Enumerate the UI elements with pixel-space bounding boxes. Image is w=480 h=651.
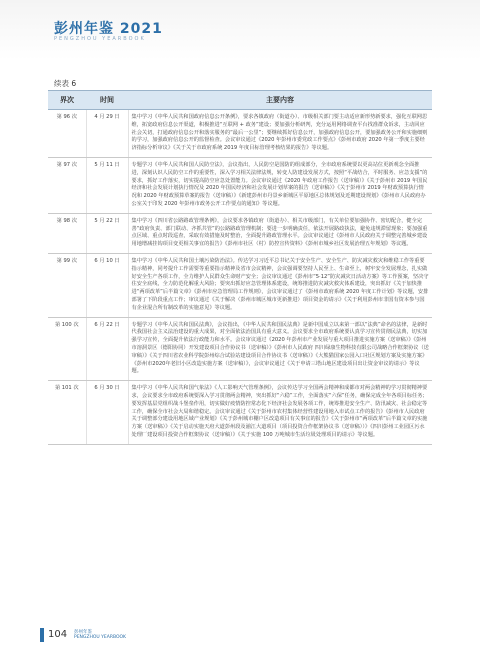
date-cell: 6 月 30 日 <box>86 381 128 445</box>
content-cell: 集中学习《中华人民共和国政府信息公开条例》，要求各镇政府（街道办）、市级相关部门要主动适应新形势新要求，强化互联网思维，拓宽政府信息公开渠道，积极推进“互联网 + 政务”建设；要加强分析研判，充分运用网络调查平台找准群众诉求，主动回应社会关切，打通政府信息公开和落实服务的“最后一公里”；要继续抓好信息公开，加强政府信息公开，要加强政务公开和实施细则的学习，加强政府信息公开的监督检查。会议审议通过《2020 年彭州市委党政工作要点》《彭州市政府 2020 年第一季度主要经济指标分析审议》《关于关于市政府系统 2019 年度目标管理考核结果的报告》等议题。 <box>128 110 432 158</box>
table-header-row <box>48 91 432 110</box>
footer-brand-cn: 彭州年鉴 <box>74 630 92 635</box>
date-cell: 6 月 10 日 <box>86 253 128 317</box>
session-cell: 第 96 次 <box>48 110 86 158</box>
table-caption: 续表 6 <box>54 79 77 88</box>
content-cell: 专题学习《中华人民共和国人民防空法》，会议指出，人民防空是国防的组成部分，全市政府系统要以更高站位更新观念全面推进，深刻认识人民防空工作的重要性，深入学习相关法律法规，转变人防建设发展方式，按照“平战结合，平时服务、应急支援”的要求，抓好工作落实，切实提高防空应急处置能力。会议审议通过《2020 年政府工作报告（送审稿）》《关于彭州市 2019 年国民经济和社会发展计划执行情况及 2020 年国民经济和社会发展计划草案的报告（送审稿）》《关于彭州市 2019 年财政预算执行情况和 2020 年财政预算草案的报告（送审稿）》《新建彭州市丹景乡新城区平原地区总体规划及近期建设规划》《彭州市人民政府办公室关于印发 2020 年彭州市政务公开工作要点的通知》等议题。 <box>128 157 432 213</box>
table-row <box>48 110 432 158</box>
table-row <box>48 317 432 381</box>
table-row <box>48 381 432 445</box>
session-cell: 第 99 次 <box>48 253 86 317</box>
table-row <box>48 213 432 253</box>
column-header-date: 时间 <box>86 91 128 110</box>
page-footer <box>40 628 460 642</box>
date-cell: 6 月 22 日 <box>86 317 128 381</box>
session-cell: 第 101 次 <box>48 381 86 445</box>
session-cell: 第 98 次 <box>48 213 86 253</box>
date-cell: 5 月 11 日 <box>86 157 128 213</box>
content-cell: 集中学习《中华人民共和国气象法》《人工影响天气管理条例》，会议传达学习全国两会精神和成都市对两会精神的学习贯彻精神要求，会议要求全市政府系统要深入学习贯彻两会精神，突出抓好“六稳”工作，全面落实“六保”任务，确保完成全年各项目标任务；要发挥基层党组织战斗堡垒作用，切实做好疫情防控常态化下经济社会发展各项工作，统筹推进安全生产、防汛减灾、社会稳定等工作，确保全市社会大局和谐稳定。会议审议通过《关于彭州市农村集体经营性建设用地入市试点工作的报告》《彭州市人民政府关于调整部分建设用地区域产业规划》《关于彭州城市棚户区改造项目有关事宜的报告》《关于彭州市“两项改革”后半篇文章的实施方案（送审稿）》《关于启动实施天府大道彭州段及湔江大道项目（项目投资合作框架协议书（送审稿））》《四川彭州工业园区污水处理厂建设项目投资合作框架协议（送审稿）》《关于实施 100 万吨城市生活垃圾处理项目的请示》等议题。 <box>128 381 432 445</box>
book-subtitle: PENGZHOU YEARBOOK <box>54 36 146 42</box>
content-cell: 专题学习《中华人民共和国民法典》，会议指出，《中华人民共和国民法典》是新中国成立以来第一部以“法典”命名的法律，是新时代我国社会主义法治建设的重大成果，对全面依法治国具有重大意义。会议要求全市政府系统要认真学习宣传贯彻民法典，切实加强学习宣传，全面提升依法行政能力和水平。会议审议通过《2020 年彭州市产业发展与重大项目推进实施方案（送审稿）》《彭州市溶洞景区（德阳协同）开发建设项目合作协议书（送审稿）》《彭州市人民政府 四川绿康生物科技有限公司战略合作框架协议（送审稿）》《关于四川省农业科学院彭州综合试验站建设项目合作协议书（送审稿）》《大熊猫国家公园入口社区规划方案及实施方案》《彭州市2020年老旧小区改造实施方案（送审稿）》，会议审议通过《关于申请三塔山地区建设项目出让资金审议的请示》等议题。 <box>128 317 432 381</box>
meetings-table <box>48 90 432 445</box>
footer-brand-en: PENGZHOU YEARBOOK <box>74 635 126 640</box>
table-row <box>48 253 432 317</box>
footer-brand <box>74 630 126 640</box>
content-cell: 集中学习《四川省公路路政管理条例》，会议要求各镇政府（街道办）、相关市级部门，有关单位要加强协作、密切配合，健全完善“政府负责、部门联动、齐抓共管”的公路路政管理机制；要进一步明确责任，依法开展路政执法，避免违规滞留现象；要加强重点区域、重点时段巡查，采取有效措施及时整治，全面提升路政管理水平。会议审议通过《彭州市人民政府关于调整完善城乡建设用地增减挂钩项目变更相关事宜的报告》《彭州市社区（村）防控宣传资料》《彭州市城乡社区发展治理五年规划》等议题。 <box>128 213 432 253</box>
date-cell: 4 月 29 日 <box>86 110 128 158</box>
page-marker <box>40 628 44 642</box>
book-title: 彭州年鉴 2021 <box>54 21 163 37</box>
content-cell: 集中学习《中华人民共和国土壤污染防治法》。传达学习习近平总书记关于安全生产、安全生产、防灾减灾救灾和维稳工作等重要指示精神，同考提升工作需要等重要指示精神及省市会议精神，会议强调要坚持人民至上、生命至上，树牢安全发展理念，扎实做好安全生产各项工作，全力维护人民群众生命财产安全；会议审议通过《彭州市“5·12”防灾减灾日活动方案》等工作预案，坚决守住安全底线，全力防范化解重大风险；要突出抓好应急管理体系建设，统筹推进防灾减灾救灾体系建设，突出抓好《关于加快推进“两项改革”后半篇文章》《彭州市应急管理局工作规则》，会议审议通过了《彭州市政府系统 2020 年度工作计划》等议题，安排部署了下阶段重点工作；审议通过《关于解决（彭州市城区城市更新推进）项目资金的请示》《关于利用彭州市非国有资本参与国有企业混合所有制改革的实施意见》等议题。 <box>128 253 432 317</box>
date-cell: 5 月 22 日 <box>86 213 128 253</box>
column-header-session: 界次 <box>48 91 86 110</box>
column-header-content: 主要内容 <box>128 91 432 110</box>
page-number: 104 <box>48 629 68 640</box>
session-cell: 第 100 次 <box>48 317 86 381</box>
table-row <box>48 157 432 213</box>
session-cell: 第 97 次 <box>48 157 86 213</box>
